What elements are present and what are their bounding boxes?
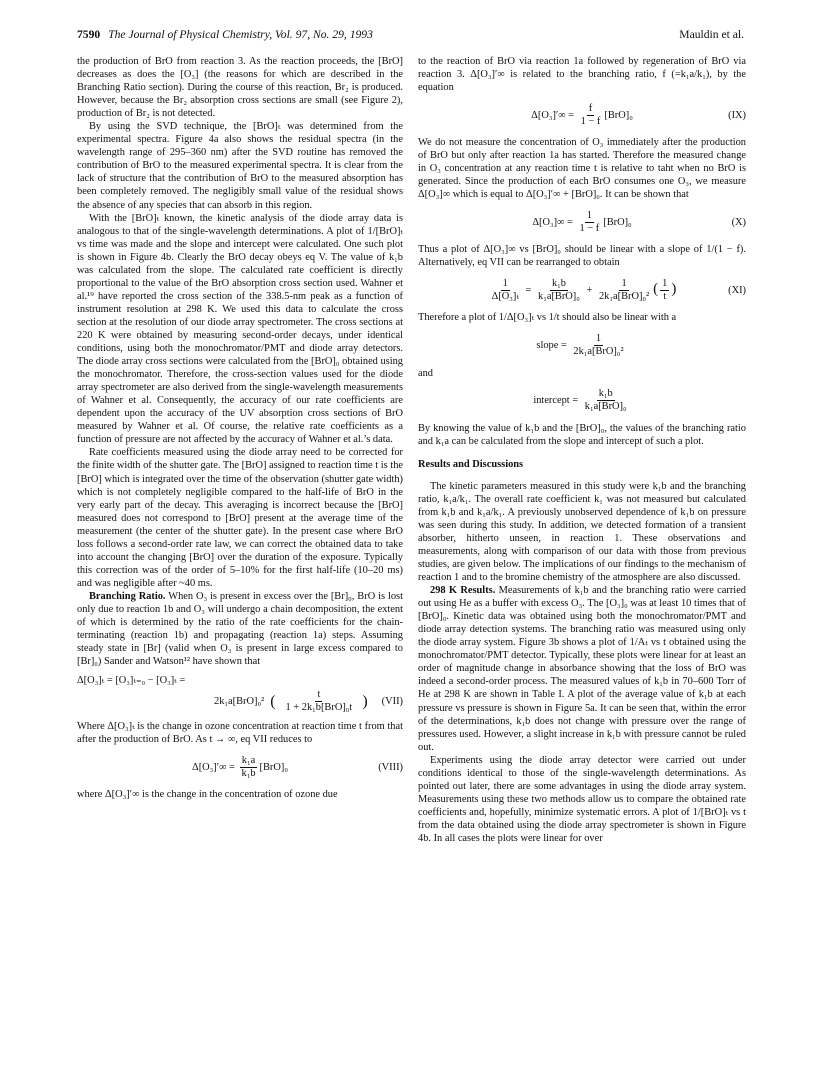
page-number: 7590 [77,28,101,41]
running-head [77,28,744,44]
paragraph: Experiments using the diode array detector were carried out under conditions identical to those of the single-wavelength determinations. As pointed out later, there are some advantages in using the diode array system. Measurements using these two methods allow us to compare the obtained rate coefficients and, hopefully, minimize systematic errors. A plot of 1/[BrO]ₜ vs t from the data obtained using the diode array spectrometer is shown in Figure 4b. In all cases the plots were linear for over [418,754,746,844]
paragraph: and [418,367,434,379]
paragraph: Therefore a plot of 1/Δ[O₃]ₜ vs 1/t should also be linear with a [418,312,677,324]
equation-number: (IX) [728,109,746,121]
run-in-heading: Branching Ratio. [89,590,166,602]
running-head-left [77,28,373,41]
paragraph: where Δ[O₃]′∞ is the change in the concentration of ozone due [77,789,338,801]
fraction: $\frac{1}{\text{2k₁a[BrO]₀²}}$ [598,277,650,302]
equation-slope: slope = $\frac{1}{\text{2k₁a[BrO]₀²}}$ [536,333,624,358]
equation-xi: $\frac{1}{\text{Δ[O₃]ₜ}}$ = $\frac{\text{k₁b}}{\text{k₁a[BrO]₀}}$ + $\frac{1}{\text{2k₁a[BrO]₀²}}$ ( $\frac{1}{t}$ ) (XI) [491,277,746,302]
fraction: $\frac{\text{k₁b}}{\text{k₁a[BrO]₀}}$ [538,277,580,302]
paragraph: Where Δ[O₃]ₜ is the change in ozone concentration at reaction time t from that after the production of BrO. As t → ∞, eq VII reduces to [77,721,403,746]
fraction: $\frac{1}{1 - f}$ [579,209,600,234]
equation-number: (VII) [381,696,403,708]
right-column [418,55,746,845]
run-in-heading: 298 K Results. [430,585,496,597]
fraction: $\frac{1}{\text{Δ[O₃]ₜ}}$ [491,277,519,302]
fraction: $\frac{f}{1 - f}$ [580,102,601,127]
paragraph: the production of BrO from reaction 3. As the reaction proceeds, the [BrO] decreases as does the [O₃] (the reasons for which are described in the Branching Ratio section). During the course of this reaction, Br₂ is produced. However, because the Br₂ absorption cross sections are small (see Figure 2), production of Br₂ is not detected. [77,56,403,120]
equation-vii [77,674,403,714]
paragraph: The kinetic parameters measured in this study were k₁b and the branching ratio, k₁a/k₁. The overall rate coefficient k₁ was not measured but calculated from k₁b and k₁a/k₁. A previously unobserved dependence of k₁b on pressure was seen during this study. In addition, we detected formation of a transient absorber, hitherto unseen, in reaction 1. These observations and measurements, along with comparison of our data with those from previous studies, are given below. The implications of our findings to the mechanism of reaction 1 and to the bromine chemistry of the atmosphere are also discussed. [418,480,746,584]
equation-intercept: intercept = $\frac{\text{k₁b}}{\text{k₁a[BrO]₀}}$ [533,388,627,413]
equation-viii: Δ[O₃]′∞ = $\frac{\text{k₁a}}{\text{k₁b}}$ [BrO]₀ (VIII) [192,754,403,779]
equation-line: Δ[O₃]ₜ = [O₃]ₜ₌₀ − [O₃]ₜ = [77,675,186,687]
equation-number: (XI) [728,284,746,296]
author-running-title: Mauldin et al. [679,28,744,41]
paragraph: With the [BrO]ₜ known, the kinetic analysis of the diode array data is analogous to that of the single-wavelength determinations. A plot of 1/[BrO]ₜ vs time was made and the slope and intercept were calculated. One such plot is shown in Figure 4b. Clearly the BrO decay obeys eq V. The value of k₁b was calculated from the slope. The calculated rate coefficient is directly proportional to the value of the BrO absorption cross section used. Wahner et al.¹⁹ have reported the cross section of the 338.5-nm peak as a function of instrument resolution at 298 K. We used this data to calculate the cross section at the resolution of our diode array spectrometer. The cross sections at 220 K were obtained by measuring second-order decays, under identical conditions, using both the monochromator/PMT and diode array detectors. The diode array cross sections were calculated from the [BrO]₀ obtained using the monochromator. Therefore, the cross-section values used for the diode array spectrometer are also derived from the single-wavelength measurements of Wahner et al. Consequently, the accuracy of our rate coefficients are dependent upon the accuracy of the UV absorption cross sections of BrO measured by Wahner et al. Of course, the relative rate coefficients as a function of pressure are not affected by the accuracy of Wahner et al.’s data. [77,212,403,446]
paragraph: By knowing the value of k₁b and the [BrO]₀, the values of the branching ratio and k₁a can be calculated from the slope and intercept of such a plot. [418,422,746,447]
paragraph: We do not measure the concentration of O₃ immediately after the production of BrO but only after reaction 1a has started. Therefore the measured change in O₃ concentration at any reaction time t is relative to taht when no BrO is generated. Since the production of each BrO consumes one O₃, we measure Δ[O₃]∞ which is equal to Δ[O₃]′∞ + [BrO]₀. It can be shown that [418,137,746,201]
paragraph: By using the SVD technique, the [BrO]ₜ was determined from the experimental spectra. Figure 4a also shows the residual spectra (in the wavelength range of 295–360 nm) after the SVD routine has removed the contribution of BrO to the measured experimental spectra. It is clear from the lack of structure that the contribution of BrO to the measured absorption has been completely removed. The negligibly small value of the residual shows the absence of any species that can absorb in this region. [77,121,403,211]
paragraph: Branching Ratio. When O₃ is present in excess over the [Br]₀, BrO is lost only due to reaction 1b and O₃ will undergo a chain decomposition, the extent of which is determined by the ratio of the rate coefficients for the chain-terminating (reaction 1b) and propagating (reaction 1a) steps. Assuming steady state in [Br] (valid when O₃ is present in large excess compared to [Br]₀) Sander and Watson¹² have shown that [77,590,403,668]
equation-ix: Δ[O₃]′∞ = $\frac{f}{1 - f}$ [BrO]₀ (IX) [531,102,746,127]
section-heading: Results and Discussions [418,458,524,470]
fraction: $\frac{\text{k₁a}}{\text{k₁b}}$ [241,754,256,779]
fraction: $\frac{t}{\text{1 + 2k₁b[BrO]₀t}}$ [285,689,353,714]
equation-line: 2k₁a[BrO]₀² ( $\frac{t}{\text{1 + 2k₁b[BrO]₀t}}$ ) (VII) [214,689,403,714]
equation-x: Δ[O₃]∞ = $\frac{1}{1 - f}$ [BrO]₀ (X) [532,209,746,234]
journal-citation: The Journal of Physical Chemistry, Vol. 97, No. 29, 1993 [108,28,373,41]
fraction: $\frac{1}{\text{2k₁a[BrO]₀²}}$ [573,333,624,358]
paragraph: Rate coefficients measured using the diode array need to be corrected for the finite width of the shutter gate. The [BrO] assigned to reaction time t is the [BrO] which is integrated over the time of the observation (shutter gate width) which is not completely negligible compared to the half-life of BrO in the very early part of the decay. This averaging is incorrect because the [BrO] measured does not correspond to [BrO] present at the average time of the measurement (the center of the shutter gate). In the present case where BrO loss follows a second-order rate law, we can correct the obtained data to take into account the changing [BrO] over the duration of the exposure. Typically this correction was of the order of 5–10% for the first half-life (10–20 ms) and was negligible after ~40 ms. [77,447,403,589]
paragraph: to the reaction of BrO via reaction 1a followed by regeneration of BrO via reaction 3. Δ[O₃]′∞ is related to the branching ratio, f (=k₁a/k₁), by the equation [418,56,746,94]
paragraph: 298 K Results. Measurements of k₁b and the branching ratio were carried out using He as a buffer with excess O₃. The [O₃]₀ was at least 10 times that of [BrO]₀. Kinetic data was obtained using both the monochromator/PMT and diode array detection systems. The branching ratio was measured using only the diode array system. Figure 3b shows a plot of 1/Aₜ vs t obtained using the monochromator/PMT detector. Typically, these plots were linear for at least an order of magnitude change in absorbance showing that the loss of BrO was indeed a second-order process. The measured values of k₁b in 70–600 Torr of He at 298 K are shown in Table I. A plot of the average value of k₁b at each pressure vs pressure is shown in Figure 5a. It can be seen that, within the error of the determinations, k₁b does not change with pressure over the range of pressures used. However, a slight increase in k₁b with pressure cannot be ruled out. [418,585,746,753]
equation-number: (X) [731,216,746,228]
fraction: $\frac{1}{t}$ [662,277,668,302]
paragraph: Thus a plot of Δ[O₃]∞ vs [BrO]₀ should be linear with a slope of 1/(1 − f). Alternatively, eq VII can be rearranged to obtain [418,244,746,269]
equation-number: (VIII) [378,761,403,773]
left-column [77,55,403,801]
fraction: $\frac{\text{k₁b}}{\text{k₁a[BrO]₀}}$ [584,388,627,413]
